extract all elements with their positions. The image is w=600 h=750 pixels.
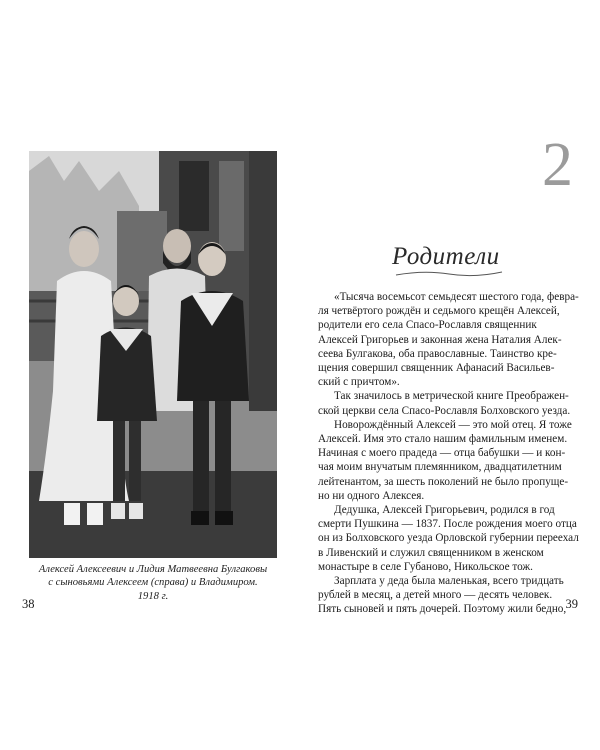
paragraph (318, 418, 580, 503)
text-line: монастыре в селе Губаново, Никольское тож. (318, 560, 533, 573)
text-line: он из Болховского уезда Орловской губернии переехал (318, 532, 579, 545)
text-line: ский с причтом». (318, 376, 400, 389)
text-line: но ни одного Алексея. (318, 489, 425, 502)
right-page (300, 0, 600, 750)
page-number-right: 39 (565, 597, 578, 611)
chapter-number: 2 (542, 131, 573, 199)
text-line: в Ливенский и служил священником в женском (318, 546, 544, 559)
family-photo (29, 151, 277, 558)
text-line: ской церкви села Спасо-Рославля Болховского уезда. (318, 404, 571, 417)
paragraph (318, 389, 580, 417)
text-line: ля четвёртого рождён и седьмого крещён Алексей, (318, 305, 560, 318)
chapter-body (318, 290, 580, 617)
paragraph (318, 290, 580, 389)
caption-line: Алексей Алексеевич и Лидия Матвеевна Булгаковы (38, 564, 268, 575)
text-line: Дедушка, Алексей Григорьевич, родился в год (334, 504, 555, 517)
page-number-left: 38 (22, 597, 35, 611)
text-line: Так значилось в метрической книге Преображен- (334, 390, 569, 403)
text-line: лейтенантом, за шесть поколений не было пропуще- (318, 475, 569, 488)
text-line: щения совершил священник Афанасий Васильев- (318, 362, 555, 375)
text-line: Алексей Григорьев и законная жена Наталия Алек- (318, 333, 562, 346)
photo-illustration (29, 151, 277, 558)
text-line: Пять сыновей и пять дочерей. Поэтому жили бедно, (318, 603, 567, 616)
text-line: Алексей. Имя это стало нашим фамильным именем. (318, 433, 568, 446)
text-line: родители его села Спасо-Рославля священник (318, 319, 537, 332)
text-line: «Тысяча восемьсот семьдесят шестого года, февра- (334, 291, 579, 303)
text-line: смерти Пушкина — 1837. После рождения моего отца (318, 518, 577, 531)
photo-caption (22, 563, 284, 603)
text-line: сеева Булгакова, оба православные. Таинство кре- (318, 347, 557, 360)
text-line: чая моим внучатым племянником, двадцатилетним (318, 461, 562, 474)
text-line: Начиная с моего прадеда — отца бабушки — и кон- (318, 447, 566, 460)
text-line: Зарплата у деда была маленькая, всего тридцать (334, 575, 564, 588)
caption-line: с сыновьями Алексеем (справа) и Владимиром. (48, 577, 258, 589)
title-flourish-icon (394, 269, 504, 279)
text-line: Новорождённый Алексей — это мой отец. Я тоже (334, 418, 572, 431)
paragraph (318, 574, 580, 617)
text-line: рублей в месяц, а детей много — десять человек. (318, 589, 553, 602)
caption-line: 1918 г. (137, 590, 169, 602)
chapter-title: Родители (392, 243, 500, 270)
paragraph (318, 503, 580, 574)
